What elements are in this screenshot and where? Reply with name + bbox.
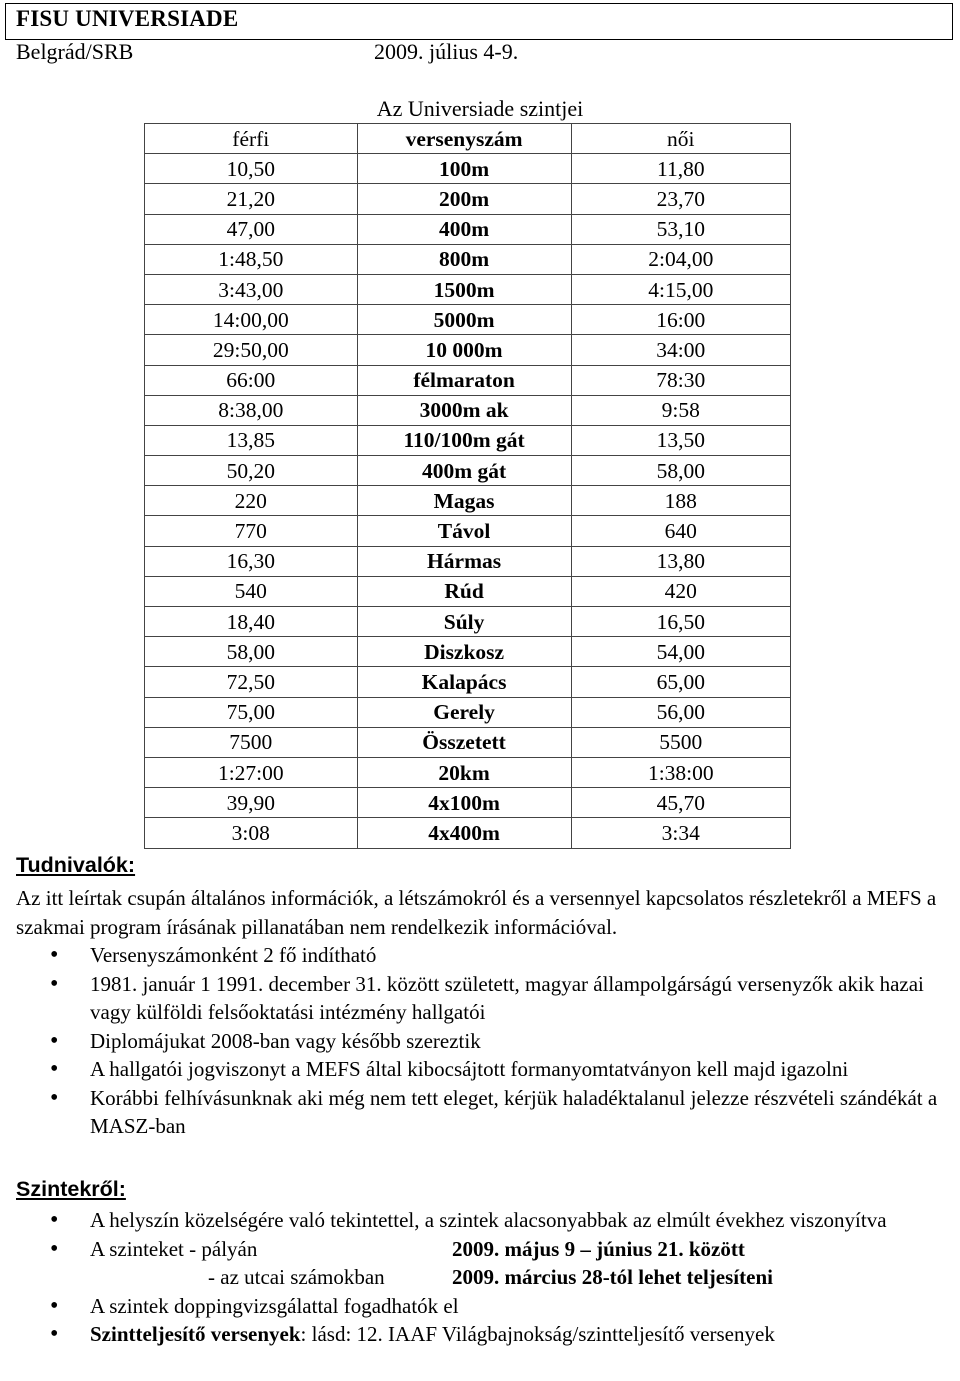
list-item: • Diplomájukat 2008-ban vagy később szereztik — [16, 1027, 956, 1056]
women-result: 23,70 — [571, 184, 790, 214]
women-result: 54,00 — [571, 637, 790, 667]
header-date: 2009. július 4-9. — [374, 39, 519, 64]
men-result: 66:00 — [145, 365, 358, 395]
table-row — [145, 214, 791, 244]
women-result: 2:04,00 — [571, 244, 790, 274]
table-caption: Az Universiade szintjei — [376, 96, 584, 121]
table-row — [145, 818, 791, 848]
event-name: 5000m — [357, 305, 571, 335]
szint-track-value: 2009. május 9 – június 21. között — [452, 1236, 745, 1261]
event-name: 4x100m — [357, 788, 571, 818]
men-result: 3:43,00 — [145, 274, 358, 304]
men-result: 1:27:00 — [145, 757, 358, 787]
women-result: 11,80 — [571, 154, 790, 184]
men-result: 72,50 — [145, 667, 358, 697]
women-result: 56,00 — [571, 697, 790, 727]
event-name: 400m — [357, 214, 571, 244]
table-row — [145, 697, 791, 727]
event-name: Magas — [357, 486, 571, 516]
women-result: 13,50 — [571, 425, 790, 455]
header-women: női — [571, 124, 790, 154]
event-name: Hármas — [357, 546, 571, 576]
tudnivalok-intro: Az itt leírtak csupán általános információk, a létszámokról és a versennyel kapcsolatos részletekről a MEFS a szakmai program írásának pillanatában nem rendelkezik információval. — [16, 886, 937, 939]
men-result: 7500 — [145, 727, 358, 757]
event-name: 10 000m — [357, 335, 571, 365]
list-item-dates — [16, 1235, 956, 1292]
table-row — [145, 244, 791, 274]
szintekrol-list — [16, 1206, 956, 1349]
men-result: 8:38,00 — [145, 395, 358, 425]
table-row — [145, 727, 791, 757]
women-result: 9:58 — [571, 395, 790, 425]
men-result: 21,20 — [145, 184, 358, 214]
event-name: 800m — [357, 244, 571, 274]
men-result: 770 — [145, 516, 358, 546]
women-result: 188 — [571, 486, 790, 516]
women-result: 5500 — [571, 727, 790, 757]
event-name: Kalapács — [357, 667, 571, 697]
szint-road-value: 2009. március 28-tól lehet teljesíteni — [452, 1265, 773, 1289]
szint-road-label: - az utcai számokban — [208, 1265, 385, 1289]
event-name: 200m — [357, 184, 571, 214]
table-row — [145, 637, 791, 667]
event-name: félmaraton — [357, 365, 571, 395]
table-row — [145, 788, 791, 818]
event-name: Diszkosz — [357, 637, 571, 667]
szintekrol-heading: Szintekről: — [16, 1177, 126, 1201]
event-name: 4x400m — [357, 818, 571, 848]
list-item: • A helyszín közelségére való tekintettel, a szintek alacsonyabbak az elmúlt évekhez viszonyítva — [16, 1206, 956, 1235]
table-row — [145, 486, 791, 516]
table-row — [145, 154, 791, 184]
list-item: • A szintek doppingvizsgálattal fogadhatók el — [16, 1292, 956, 1321]
table-row — [145, 274, 791, 304]
women-result: 53,10 — [571, 214, 790, 244]
table-row — [145, 395, 791, 425]
table-row — [145, 184, 791, 214]
women-result: 4:15,00 — [571, 274, 790, 304]
list-item: • Versenyszámonként 2 fő indítható — [16, 941, 956, 970]
event-name: Távol — [357, 516, 571, 546]
list-item — [16, 1320, 956, 1349]
table-row — [145, 546, 791, 576]
table-row — [145, 456, 791, 486]
women-result: 58,00 — [571, 456, 790, 486]
men-result: 50,20 — [145, 456, 358, 486]
table-row — [145, 335, 791, 365]
men-result: 39,90 — [145, 788, 358, 818]
men-result: 16,30 — [145, 546, 358, 576]
list-item: • A hallgatói jogviszonyt a MEFS által kibocsájtott formanyomtatványon kell majd igazolni — [16, 1055, 956, 1084]
table-row — [145, 305, 791, 335]
event-name: 400m gát — [357, 456, 571, 486]
table-row — [145, 576, 791, 606]
event-name: 1500m — [357, 274, 571, 304]
header-place: Belgrád/SRB — [16, 39, 134, 64]
event-name: Rúd — [357, 576, 571, 606]
men-result: 14:00,00 — [145, 305, 358, 335]
men-result: 220 — [145, 486, 358, 516]
women-result: 640 — [571, 516, 790, 546]
table-row — [145, 667, 791, 697]
women-result: 34:00 — [571, 335, 790, 365]
tudnivalok-list — [16, 941, 956, 1141]
men-result: 540 — [145, 576, 358, 606]
header-men: férfi — [145, 124, 358, 154]
szintteljesito-text: : lásd: 12. IAAF Világbajnokság/szintteljesítő versenyek — [300, 1322, 775, 1346]
women-result: 420 — [571, 576, 790, 606]
list-item: • Korábbi felhívásunknak aki még nem tett eleget, kérjük haladéktalanul jelezze részvételi szándékát a MASZ-ban — [16, 1084, 956, 1141]
table-row — [145, 425, 791, 455]
men-result: 13,85 — [145, 425, 358, 455]
men-result: 3:08 — [145, 818, 358, 848]
women-result: 3:34 — [571, 818, 790, 848]
table-row — [145, 607, 791, 637]
event-name: 20km — [357, 757, 571, 787]
women-result: 78:30 — [571, 365, 790, 395]
women-result: 65,00 — [571, 667, 790, 697]
men-result: 10,50 — [145, 154, 358, 184]
list-item: • 1981. január 1 1991. december 31. között született, magyar állampolgárságú versenyzők akik hazai vagy külföldi felsőoktatási intézmény hallgatói — [16, 970, 956, 1027]
men-result: 29:50,00 — [145, 335, 358, 365]
header-title: FISU UNIVERSIADE — [16, 6, 239, 31]
table-row — [145, 757, 791, 787]
women-result: 45,70 — [571, 788, 790, 818]
women-result: 13,80 — [571, 546, 790, 576]
women-result: 16,50 — [571, 607, 790, 637]
szintteljesito-label: Szintteljesítő versenyek — [90, 1322, 301, 1346]
event-name: 100m — [357, 154, 571, 184]
szint-track-label: A szinteket - pályán — [90, 1236, 258, 1261]
men-result: 1:48,50 — [145, 244, 358, 274]
men-result: 58,00 — [145, 637, 358, 667]
event-name: Súly — [357, 607, 571, 637]
event-name: Összetett — [357, 727, 571, 757]
women-result: 1:38:00 — [571, 757, 790, 787]
event-name: Gerely — [357, 697, 571, 727]
event-name: 110/100m gát — [357, 425, 571, 455]
qualification-table — [144, 123, 791, 849]
men-result: 47,00 — [145, 214, 358, 244]
men-result: 18,40 — [145, 607, 358, 637]
table-header-row — [145, 124, 791, 154]
men-result: 75,00 — [145, 697, 358, 727]
table-row — [145, 516, 791, 546]
women-result: 16:00 — [571, 305, 790, 335]
header-event: versenyszám — [357, 124, 571, 154]
table-row — [145, 365, 791, 395]
tudnivalok-heading: Tudnivalók: — [16, 853, 136, 877]
event-name: 3000m ak — [357, 395, 571, 425]
